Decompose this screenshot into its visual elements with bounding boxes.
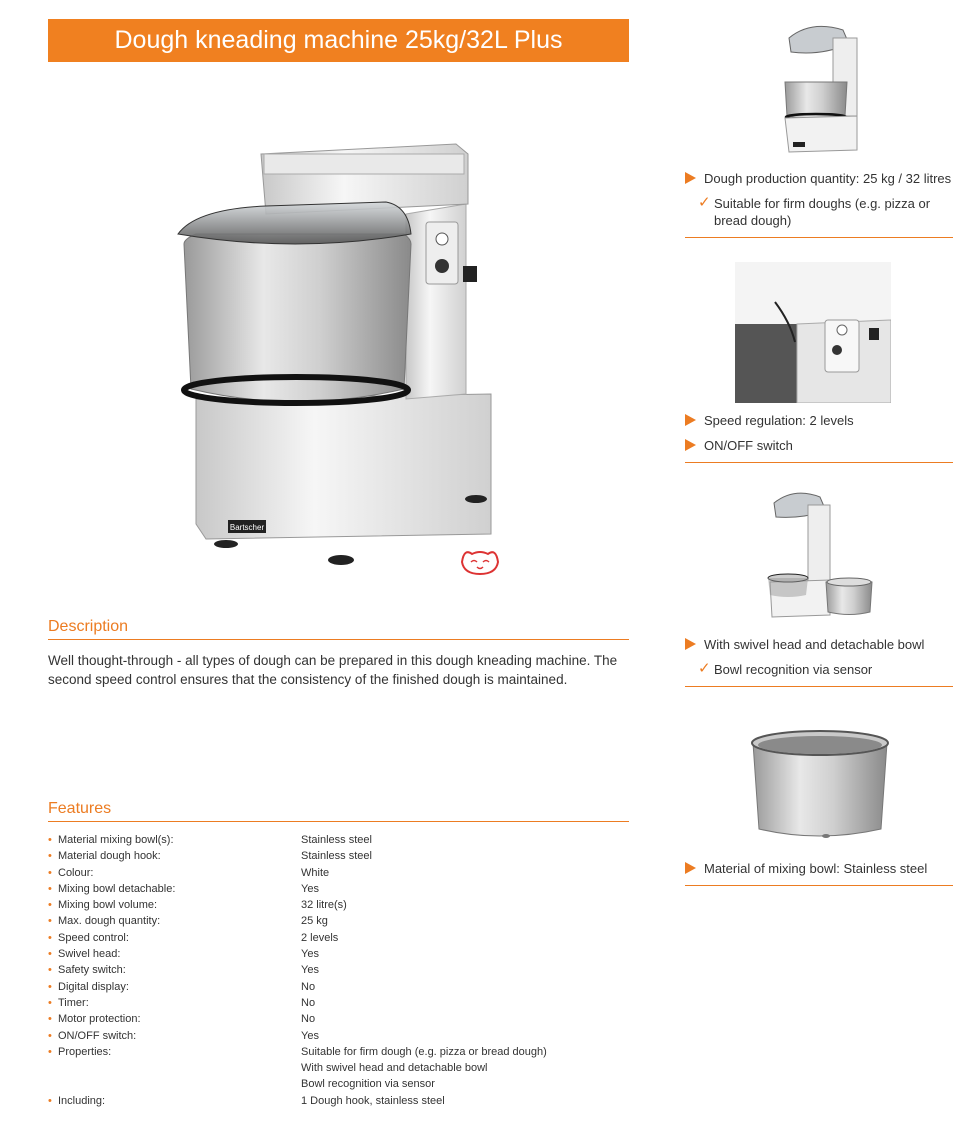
feature-value: Yes xyxy=(301,948,319,961)
feature-values xyxy=(301,946,648,962)
feature-values xyxy=(301,848,648,864)
info-list-speed xyxy=(685,412,953,463)
info-text: Speed regulation: 2 levels xyxy=(704,413,854,428)
feature-row xyxy=(48,930,648,946)
info-item xyxy=(685,170,953,187)
feature-values xyxy=(301,865,648,881)
checkmark-icon: ✓ xyxy=(698,660,711,677)
feature-values xyxy=(301,979,648,995)
feature-label: Colour: xyxy=(58,866,94,879)
feature-label: Material mixing bowl(s): xyxy=(58,834,174,846)
feature-row xyxy=(48,832,648,848)
page-title: Dough kneading machine 25kg/32L Plus xyxy=(48,19,629,62)
feature-label: Digital display: xyxy=(58,980,129,993)
feature-value: 2 levels xyxy=(301,931,339,944)
info-item xyxy=(685,412,953,429)
triangle-right-icon xyxy=(685,172,696,184)
feature-row xyxy=(48,962,648,978)
info-text: Material of mixing bowl: Stainless steel xyxy=(704,861,928,876)
feature-label: Timer: xyxy=(58,996,89,1009)
feature-value: 32 litre(s) xyxy=(301,899,347,912)
feature-label: Properties: xyxy=(58,1045,112,1058)
bullet-icon: • xyxy=(48,931,52,944)
product-image xyxy=(136,94,540,584)
bullet-icon: • xyxy=(48,1094,52,1107)
feature-row xyxy=(48,1093,648,1109)
feature-value: Yes xyxy=(301,964,319,977)
feature-values xyxy=(301,930,648,946)
brand-label: Bartscher xyxy=(229,523,265,532)
feature-value: Yes xyxy=(301,1029,319,1042)
bullet-icon: • xyxy=(48,1045,52,1058)
bullet-icon: • xyxy=(48,850,52,863)
info-subitem xyxy=(685,195,953,229)
feature-value: Yes xyxy=(301,882,319,895)
bullet-icon: • xyxy=(48,834,52,846)
info-text: Dough production quantity: 25 kg / 32 litres xyxy=(704,171,952,186)
thumb-control-panel xyxy=(735,262,891,403)
triangle-right-icon xyxy=(685,414,696,426)
feature-row xyxy=(48,979,648,995)
info-text: With swivel head and detachable bowl xyxy=(704,637,925,652)
feature-values xyxy=(301,1028,648,1044)
feature-value: With swivel head and detachable bowl xyxy=(301,1062,488,1075)
feature-values xyxy=(301,1093,648,1109)
feature-values xyxy=(301,1044,648,1093)
feature-values xyxy=(301,962,648,978)
feature-values xyxy=(301,1011,648,1027)
feature-value: Suitable for firm dough (e.g. pizza or bread dough) xyxy=(301,1045,547,1058)
triangle-right-icon xyxy=(685,439,696,451)
feature-label: Safety switch: xyxy=(58,964,126,977)
bullet-icon: • xyxy=(48,980,52,993)
feature-values xyxy=(301,881,648,897)
feature-label: Max. dough quantity: xyxy=(58,915,161,928)
feature-row xyxy=(48,897,648,913)
bullet-icon: • xyxy=(48,899,52,912)
feature-value: 1 Dough hook, stainless steel xyxy=(301,1094,445,1107)
feature-value: White xyxy=(301,866,330,879)
feature-row xyxy=(48,1011,648,1027)
triangle-right-icon xyxy=(685,862,696,874)
feature-row xyxy=(48,1044,648,1093)
feature-row xyxy=(48,946,648,962)
feature-value: Stainless steel xyxy=(301,834,372,846)
feature-label: Mixing bowl volume: xyxy=(58,899,158,912)
thumb-mixer-open xyxy=(771,18,871,160)
bullet-icon: • xyxy=(48,964,52,977)
feature-label: Mixing bowl detachable: xyxy=(58,882,176,895)
info-text: Suitable for firm doughs (e.g. pizza or bread dough) xyxy=(714,196,931,228)
feature-label: Motor protection: xyxy=(58,1013,141,1026)
thumb-mixing-bowl xyxy=(747,711,911,851)
info-list-swivel xyxy=(685,636,953,687)
feature-row xyxy=(48,848,648,864)
feature-label: Including: xyxy=(58,1094,106,1107)
feature-value: Stainless steel xyxy=(301,850,372,863)
feature-label: Speed control: xyxy=(58,931,129,944)
bullet-icon: • xyxy=(48,866,52,879)
feature-label: ON/OFF switch: xyxy=(58,1029,137,1042)
thumb-detachable-bowl xyxy=(760,487,878,619)
feature-value: No xyxy=(301,980,316,993)
features-heading: Features xyxy=(48,800,629,822)
info-list-capacity xyxy=(685,170,953,238)
bullet-icon: • xyxy=(48,948,52,961)
feature-values xyxy=(301,832,648,848)
bullet-icon: • xyxy=(48,915,52,928)
feature-label: Material dough hook: xyxy=(58,850,161,863)
feature-value: 25 kg xyxy=(301,915,328,928)
feature-values xyxy=(301,995,648,1011)
feature-row xyxy=(48,881,648,897)
bullet-icon: • xyxy=(48,1013,52,1026)
feature-value: No xyxy=(301,1013,316,1026)
info-text: Bowl recognition via sensor xyxy=(714,662,873,677)
feature-values xyxy=(301,913,648,929)
features-list xyxy=(48,832,648,1109)
info-text: ON/OFF switch xyxy=(704,438,793,453)
info-list-bowl-material xyxy=(685,860,953,886)
checkmark-icon: ✓ xyxy=(698,194,711,211)
feature-values xyxy=(301,897,648,913)
info-item xyxy=(685,636,953,653)
description-heading: Description xyxy=(48,618,629,640)
feature-label: Swivel head: xyxy=(58,948,121,961)
bullet-icon: • xyxy=(48,882,52,895)
feature-row xyxy=(48,1028,648,1044)
info-item xyxy=(685,860,953,877)
info-subitem xyxy=(685,661,953,678)
feature-row xyxy=(48,995,648,1011)
feature-row xyxy=(48,865,648,881)
feature-value: Bowl recognition via sensor xyxy=(301,1078,435,1091)
bullet-icon: • xyxy=(48,1029,52,1042)
triangle-right-icon xyxy=(685,638,696,650)
description-text: Well thought-through - all types of dough can be prepared in this dough kneading machine. The second speed control ensures that the consistency of the finished dough is maintained. xyxy=(48,653,618,687)
bullet-icon: • xyxy=(48,996,52,1009)
info-item xyxy=(685,437,953,454)
feature-value: No xyxy=(301,996,316,1009)
feature-row xyxy=(48,913,648,929)
